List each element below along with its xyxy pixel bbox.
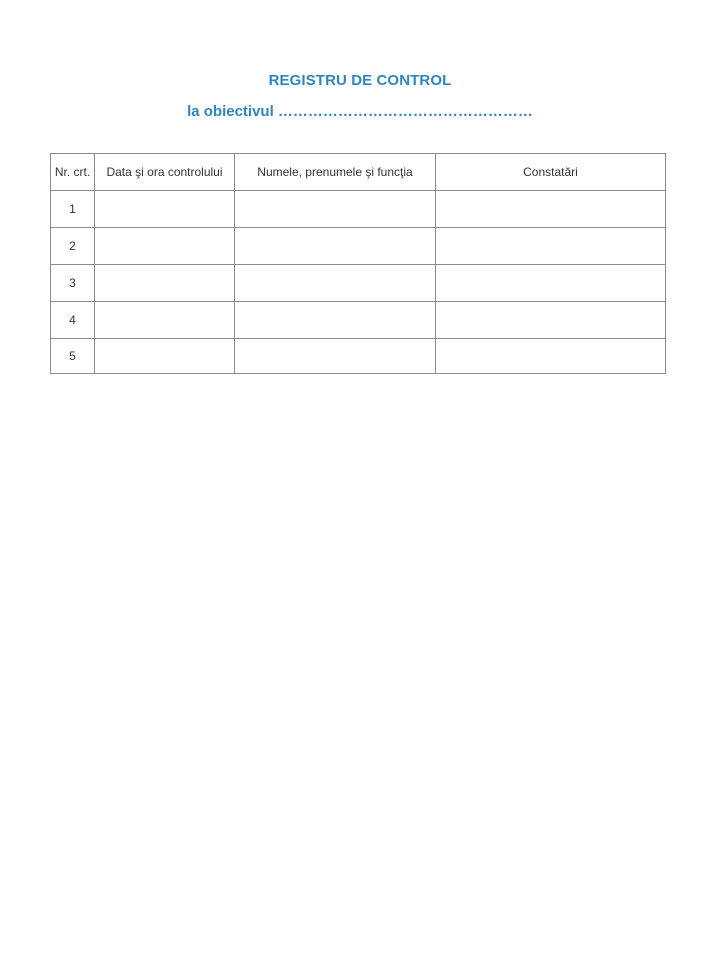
constatari-cell <box>436 339 666 374</box>
data-ora-cell <box>95 339 235 374</box>
nume-functie-cell <box>235 302 436 339</box>
table-row <box>51 339 666 374</box>
constatari-cell <box>436 265 666 302</box>
nume-functie-cell <box>235 228 436 265</box>
nume-functie-cell <box>235 339 436 374</box>
table-row <box>51 228 666 265</box>
table-row <box>51 265 666 302</box>
document-title: REGISTRU DE CONTROL <box>268 72 452 89</box>
row-number: 3 <box>51 265 95 302</box>
row-number: 2 <box>51 228 95 265</box>
data-ora-cell <box>95 265 235 302</box>
data-ora-cell <box>95 228 235 265</box>
row-number: 4 <box>51 302 95 339</box>
row-number: 5 <box>51 339 95 374</box>
header-nume-functie: Numele, prenumele şi funcţia <box>235 154 436 191</box>
constatari-cell <box>436 228 666 265</box>
header-data-ora: Data şi ora controlului <box>95 154 235 191</box>
table-header-row <box>51 154 666 191</box>
data-ora-cell <box>95 302 235 339</box>
nume-functie-cell <box>235 265 436 302</box>
document-subtitle: la obiectivul …………………………………………… <box>187 103 533 120</box>
header-constatari: Constatări <box>436 154 666 191</box>
table-row <box>51 302 666 339</box>
data-ora-cell <box>95 191 235 228</box>
nume-functie-cell <box>235 191 436 228</box>
table-row <box>51 191 666 228</box>
constatari-cell <box>436 191 666 228</box>
constatari-cell <box>436 302 666 339</box>
header-nr-crt: Nr. crt. <box>51 154 95 191</box>
row-number: 1 <box>51 191 95 228</box>
control-register-table <box>50 153 666 374</box>
